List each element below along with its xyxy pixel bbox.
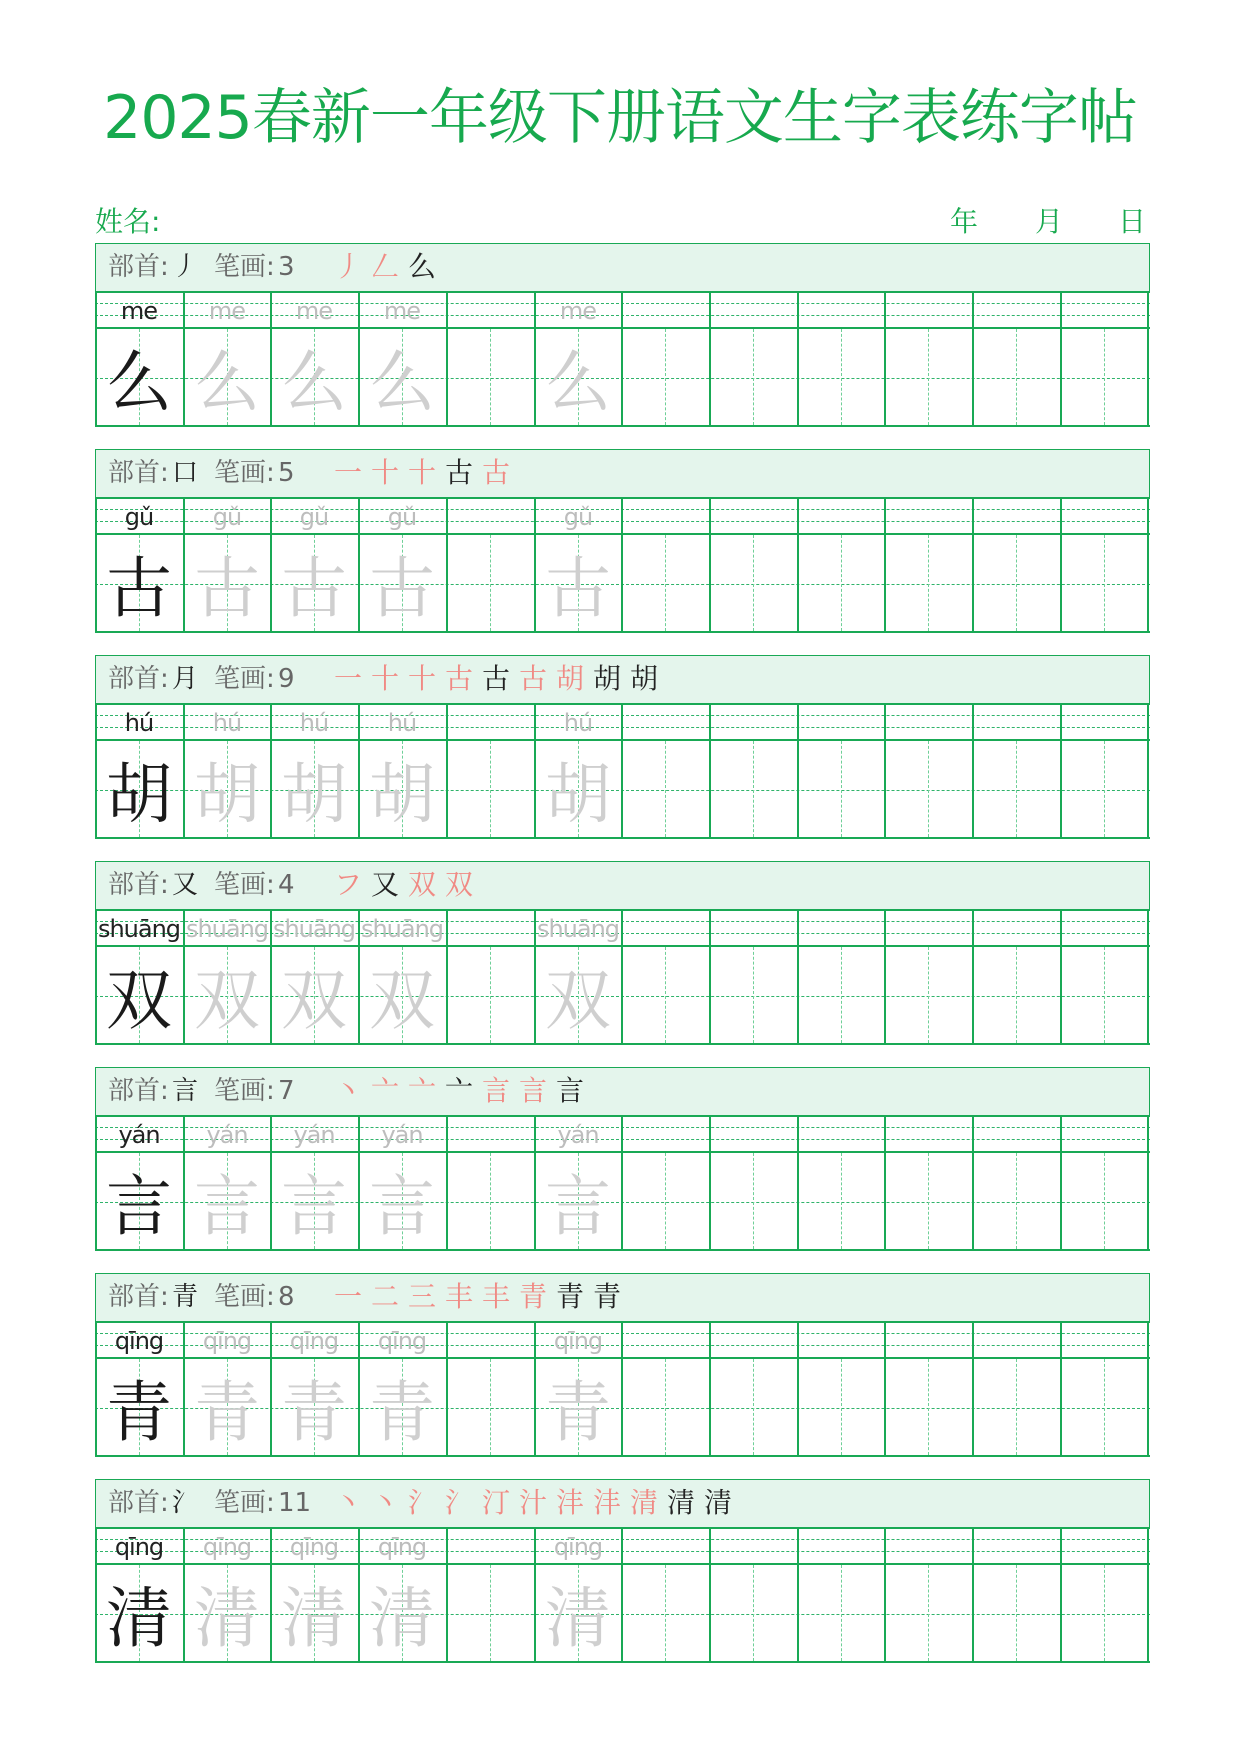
pinyin-trace: qīng	[202, 1533, 252, 1561]
trace-character: 言	[369, 1168, 435, 1245]
stroke-count-label: 笔画:	[214, 1488, 275, 1518]
pinyin-trace: me	[295, 297, 333, 325]
trace-character: 古	[545, 550, 611, 627]
trace-character: 清	[545, 1580, 611, 1657]
radical-label: 部首:	[108, 870, 169, 900]
stroke-count-value: 9	[278, 664, 295, 694]
stroke-step: 言	[482, 1074, 511, 1107]
stroke-step: 胡	[630, 662, 659, 695]
writing-cell[interactable]	[623, 1153, 707, 1247]
stroke-step: 胡	[593, 662, 622, 695]
radical-label: 部首:	[108, 1282, 169, 1312]
radical-value: 言	[172, 1076, 199, 1106]
writing-cell[interactable]	[974, 329, 1058, 423]
writing-cell[interactable]	[711, 1153, 795, 1247]
writing-cell[interactable]	[623, 741, 707, 835]
pinyin-trace: qīng	[289, 1533, 339, 1561]
grid-line	[1147, 1321, 1149, 1457]
stroke-step: 双	[408, 868, 437, 901]
stroke-step: 丶	[334, 1486, 363, 1519]
character-info-header	[95, 1479, 1150, 1528]
trace-character: 胡	[194, 756, 260, 833]
trace-character: 么	[369, 344, 435, 421]
stroke-count-label: 笔画:	[214, 870, 275, 900]
trace-character: 青	[545, 1374, 611, 1451]
stroke-step: 双	[445, 868, 474, 901]
writing-cell[interactable]	[886, 329, 970, 423]
radical-label: 部首:	[108, 252, 169, 282]
stroke-step: 胡	[556, 662, 585, 695]
radical-label: 部首:	[108, 458, 169, 488]
writing-cell[interactable]	[711, 741, 795, 835]
writing-grid	[95, 909, 1150, 1045]
pinyin-trace: qīng	[289, 1327, 339, 1355]
writing-cell[interactable]	[448, 329, 532, 423]
writing-cell[interactable]	[1062, 947, 1146, 1041]
stroke-step: 沣	[593, 1486, 622, 1519]
trace-character: 古	[369, 550, 435, 627]
writing-cell[interactable]	[1062, 1153, 1146, 1247]
writing-cell[interactable]	[974, 1359, 1058, 1453]
trace-character: 双	[281, 962, 347, 1039]
writing-cell[interactable]	[448, 535, 532, 629]
stroke-step: 汁	[519, 1486, 548, 1519]
writing-cell[interactable]	[1062, 329, 1146, 423]
stroke-step: 沣	[556, 1486, 585, 1519]
trace-character: 胡	[369, 756, 435, 833]
day-label: 日	[1118, 205, 1147, 238]
radical-value: 口	[172, 458, 199, 488]
writing-cell[interactable]	[448, 1153, 532, 1247]
month-label: 月	[1035, 205, 1064, 238]
pinyin-trace: gǔ	[563, 503, 593, 531]
pinyin-trace: yán	[293, 1121, 335, 1149]
model-character: 么	[106, 344, 172, 421]
pinyin-trace: shuāng	[272, 915, 356, 943]
stroke-step: 三	[408, 1280, 437, 1313]
pinyin-trace: hú	[299, 709, 329, 737]
trace-character: 古	[194, 550, 260, 627]
stroke-step: 清	[667, 1486, 696, 1519]
writing-cell[interactable]	[711, 1565, 795, 1659]
pinyin-trace: yán	[557, 1121, 599, 1149]
stroke-step: 清	[630, 1486, 659, 1519]
writing-cell[interactable]	[623, 535, 707, 629]
model-character: 清	[106, 1580, 172, 1657]
stroke-count-value: 11	[278, 1488, 312, 1518]
page-title: 2025春新一年级下册语文生字表练字帖	[103, 83, 1137, 153]
trace-character: 么	[281, 344, 347, 421]
stroke-step: 古	[482, 662, 511, 695]
writing-cell[interactable]	[974, 1565, 1058, 1659]
stroke-count-value: 4	[278, 870, 295, 900]
trace-character: 言	[545, 1168, 611, 1245]
grid-line	[1147, 703, 1149, 839]
year-label: 年	[950, 205, 979, 238]
writing-cell[interactable]	[623, 1359, 707, 1453]
pinyin-trace: qīng	[377, 1327, 427, 1355]
writing-grid	[95, 1115, 1150, 1251]
trace-character: 胡	[281, 756, 347, 833]
writing-cell[interactable]	[711, 535, 795, 629]
stroke-count-label: 笔画:	[214, 1282, 275, 1312]
writing-cell[interactable]	[1062, 1359, 1146, 1453]
model-character: 青	[106, 1374, 172, 1451]
pinyin-label: yán	[118, 1121, 160, 1149]
pinyin-trace: hú	[387, 709, 417, 737]
trace-character: 么	[545, 344, 611, 421]
stroke-step: 十	[408, 662, 437, 695]
stroke-step: 古	[445, 662, 474, 695]
pinyin-trace: me	[208, 297, 246, 325]
grid-line	[1147, 909, 1149, 1045]
trace-character: 言	[194, 1168, 260, 1245]
model-character: 胡	[106, 756, 172, 833]
writing-cell[interactable]	[448, 741, 532, 835]
pinyin-trace: qīng	[377, 1533, 427, 1561]
stroke-count-value: 8	[278, 1282, 295, 1312]
model-character: 双	[106, 962, 172, 1039]
radical-value: 月	[172, 664, 199, 694]
trace-character: 清	[369, 1580, 435, 1657]
writing-grid	[95, 497, 1150, 633]
stroke-count-label: 笔画:	[214, 458, 275, 488]
stroke-step: 言	[556, 1074, 585, 1107]
writing-cell[interactable]	[886, 1153, 970, 1247]
character-info-header	[95, 449, 1150, 498]
pinyin-trace: me	[383, 297, 421, 325]
writing-cell[interactable]	[799, 1359, 883, 1453]
writing-cell[interactable]	[886, 1565, 970, 1659]
writing-cell[interactable]	[1062, 535, 1146, 629]
character-block	[95, 1273, 1150, 1457]
stroke-step: フ	[334, 868, 363, 901]
writing-cell[interactable]	[974, 1153, 1058, 1247]
character-block	[95, 861, 1150, 1045]
stroke-count-label: 笔画:	[214, 252, 275, 282]
stroke-step: 亠	[371, 1074, 400, 1107]
pinyin-trace: hú	[563, 709, 593, 737]
stroke-step: 氵	[445, 1486, 474, 1519]
writing-cell[interactable]	[799, 329, 883, 423]
writing-cell[interactable]	[623, 947, 707, 1041]
character-block	[95, 1479, 1150, 1663]
model-character: 古	[106, 550, 172, 627]
character-info-header	[95, 861, 1150, 910]
student-info-row	[95, 204, 1150, 240]
stroke-step: 十	[408, 456, 437, 489]
pinyin-trace: shuāng	[536, 915, 620, 943]
trace-character: 么	[194, 344, 260, 421]
pinyin-trace: hú	[212, 709, 242, 737]
stroke-step: 么	[408, 250, 437, 283]
trace-character: 古	[281, 550, 347, 627]
pinyin-trace: qīng	[553, 1327, 603, 1355]
stroke-step: 清	[704, 1486, 733, 1519]
radical-label: 部首:	[108, 1076, 169, 1106]
character-block	[95, 449, 1150, 633]
character-info-header	[95, 655, 1150, 704]
writing-cell[interactable]	[886, 947, 970, 1041]
stroke-step: 氵	[408, 1486, 437, 1519]
writing-grid	[95, 1321, 1150, 1457]
trace-character: 双	[369, 962, 435, 1039]
writing-cell[interactable]	[623, 329, 707, 423]
pinyin-label: hú	[124, 709, 154, 737]
stroke-step: 一	[334, 1280, 363, 1313]
stroke-step: 亠	[408, 1074, 437, 1107]
writing-cell[interactable]	[799, 947, 883, 1041]
stroke-step: 言	[519, 1074, 548, 1107]
pinyin-label: shuāng	[97, 915, 181, 943]
character-info-header	[95, 1273, 1150, 1322]
pinyin-label: qīng	[114, 1533, 164, 1561]
stroke-step: 青	[593, 1280, 622, 1313]
pinyin-trace: yán	[206, 1121, 248, 1149]
pinyin-label: qīng	[114, 1327, 164, 1355]
pinyin-trace: gǔ	[212, 503, 242, 531]
writing-cell[interactable]	[448, 1359, 532, 1453]
pinyin-trace: yán	[381, 1121, 423, 1149]
stroke-step: 古	[482, 456, 511, 489]
trace-character: 清	[194, 1580, 260, 1657]
stroke-step: 丰	[482, 1280, 511, 1313]
writing-cell[interactable]	[974, 947, 1058, 1041]
writing-grid	[95, 1527, 1150, 1663]
trace-character: 双	[194, 962, 260, 1039]
writing-cell[interactable]	[448, 1565, 532, 1659]
stroke-count-value: 5	[278, 458, 295, 488]
writing-cell[interactable]	[1062, 1565, 1146, 1659]
grid-line	[1147, 291, 1149, 427]
writing-cell[interactable]	[886, 535, 970, 629]
writing-cell[interactable]	[886, 741, 970, 835]
pinyin-trace: shuāng	[185, 915, 269, 943]
stroke-step: 十	[371, 456, 400, 489]
stroke-step: 青	[519, 1280, 548, 1313]
grid-line	[1147, 497, 1149, 633]
writing-cell[interactable]	[974, 741, 1058, 835]
character-block	[95, 243, 1150, 427]
stroke-step: 二	[371, 1280, 400, 1313]
writing-cell[interactable]	[799, 1565, 883, 1659]
radical-label: 部首:	[108, 1488, 169, 1518]
writing-cell[interactable]	[1062, 741, 1146, 835]
pinyin-trace: qīng	[553, 1533, 603, 1561]
character-block	[95, 655, 1150, 839]
radical-label: 部首:	[108, 664, 169, 694]
writing-cell[interactable]	[799, 1153, 883, 1247]
writing-cell[interactable]	[711, 329, 795, 423]
character-block	[95, 1067, 1150, 1251]
stroke-step: 古	[445, 456, 474, 489]
writing-grid	[95, 703, 1150, 839]
stroke-step: 汀	[482, 1486, 511, 1519]
stroke-step: 又	[371, 868, 400, 901]
stroke-count-label: 笔画:	[214, 664, 275, 694]
pinyin-trace: gǔ	[387, 503, 417, 531]
radical-value: 又	[172, 870, 199, 900]
stroke-count-value: 3	[278, 252, 295, 282]
writing-cell[interactable]	[711, 947, 795, 1041]
trace-character: 青	[369, 1374, 435, 1451]
stroke-step: 一	[334, 662, 363, 695]
stroke-step: 十	[371, 662, 400, 695]
stroke-step: 丶	[371, 1486, 400, 1519]
stroke-step: 丰	[445, 1280, 474, 1313]
name-label: 姓名:	[95, 205, 161, 238]
writing-cell[interactable]	[448, 947, 532, 1041]
writing-cell[interactable]	[799, 741, 883, 835]
character-info-header	[95, 243, 1150, 292]
stroke-step: 亠	[445, 1074, 474, 1107]
stroke-step: 丿	[334, 250, 363, 283]
stroke-step: 一	[334, 456, 363, 489]
writing-cell[interactable]	[711, 1359, 795, 1453]
stroke-step: 青	[556, 1280, 585, 1313]
pinyin-trace: shuāng	[360, 915, 444, 943]
stroke-count-label: 笔画:	[214, 1076, 275, 1106]
writing-cell[interactable]	[799, 535, 883, 629]
pinyin-label: me	[120, 297, 158, 325]
radical-value: 氵	[172, 1488, 199, 1518]
writing-grid	[95, 291, 1150, 427]
stroke-count-value: 7	[278, 1076, 295, 1106]
trace-character: 胡	[545, 756, 611, 833]
pinyin-trace: gǔ	[299, 503, 329, 531]
character-info-header	[95, 1067, 1150, 1116]
model-character: 言	[106, 1168, 172, 1245]
writing-cell[interactable]	[974, 535, 1058, 629]
radical-value: 青	[172, 1282, 199, 1312]
writing-cell[interactable]	[886, 1359, 970, 1453]
trace-character: 青	[194, 1374, 260, 1451]
radical-value: 丿	[172, 252, 199, 282]
pinyin-label: gǔ	[124, 503, 154, 531]
trace-character: 双	[545, 962, 611, 1039]
stroke-step: 丶	[334, 1074, 363, 1107]
trace-character: 言	[281, 1168, 347, 1245]
grid-line	[1147, 1115, 1149, 1251]
stroke-step: 𠃋	[371, 250, 400, 283]
trace-character: 青	[281, 1374, 347, 1451]
stroke-step: 古	[519, 662, 548, 695]
writing-cell[interactable]	[623, 1565, 707, 1659]
pinyin-trace: me	[559, 297, 597, 325]
grid-line	[1147, 1527, 1149, 1663]
trace-character: 清	[281, 1580, 347, 1657]
pinyin-trace: qīng	[202, 1327, 252, 1355]
